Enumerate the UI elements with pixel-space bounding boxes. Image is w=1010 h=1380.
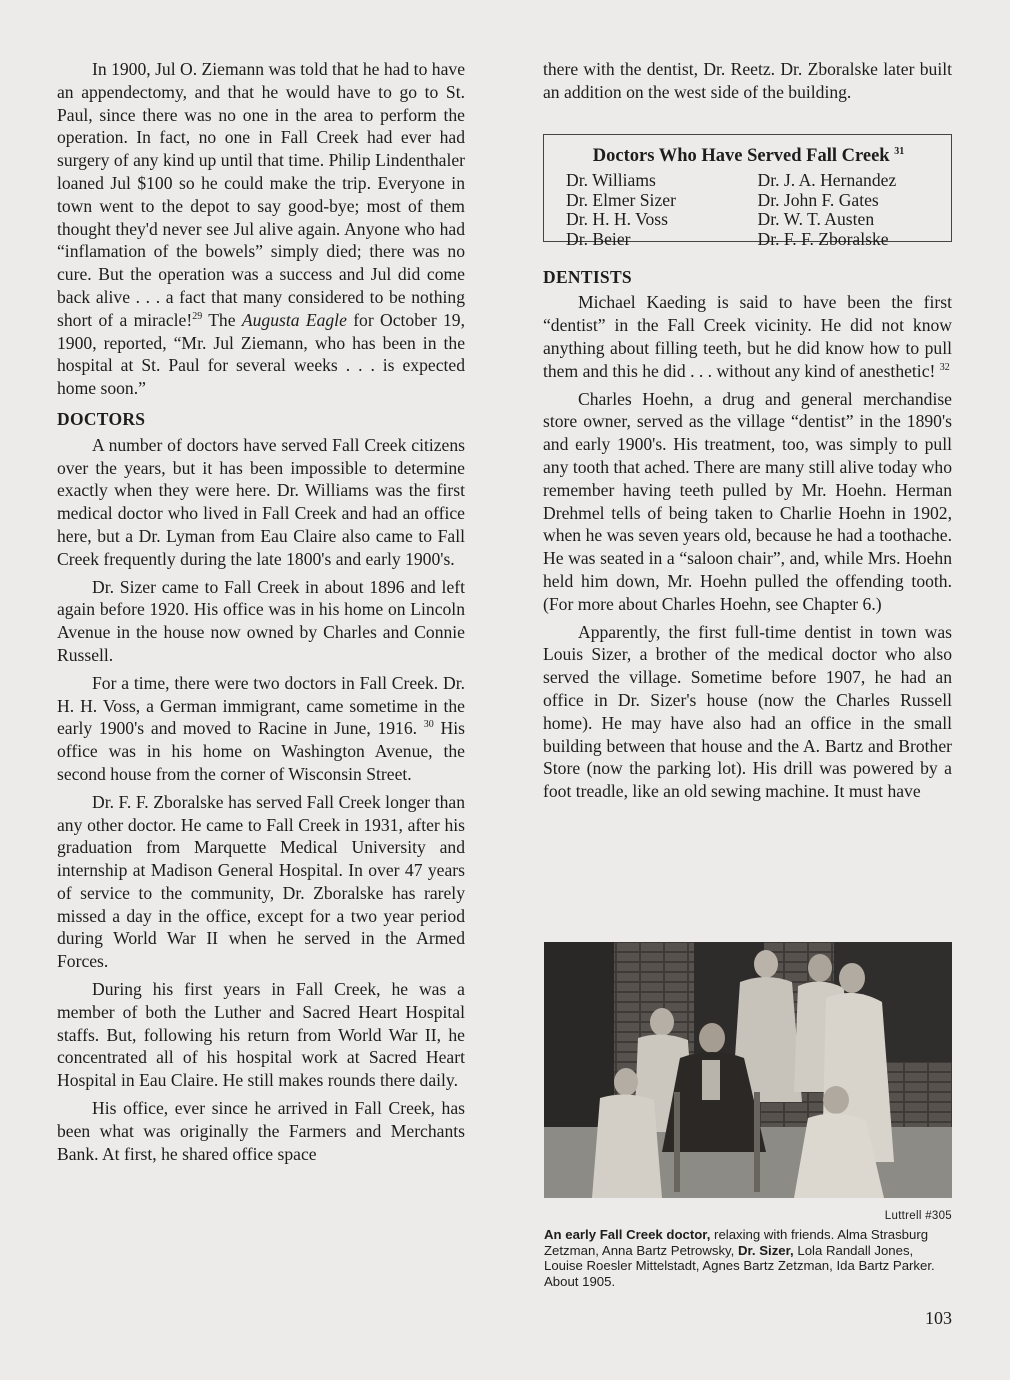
doctor-name: Dr. John F. Gates [757, 189, 879, 210]
page-number: 103 [925, 1308, 952, 1328]
doctors-list-box [543, 134, 952, 249]
footnote-ref: 29 [192, 310, 203, 322]
doctor-name: Dr. H. H. Voss [566, 209, 669, 230]
paragraph: Charles Hoehn, a drug and general merchandise store owner, served as the village “dentist” in the 1890's and early 1900's. His treatment, too, was simply to pull any tooth that ached. There are many still alive today who remember having teeth pulled by Mr. Hoehn. Herman Drehmel tells of being taken to Charlie Hoehn in 1902, when he was seven years old, because he had a toothache. He was seated in a “saloon chair”, and, while Mrs. Hoehn held him down, Mr. Hoehn pulled the offending tooth. (For more about Charles Hoehn, see Chapter 6.) [543, 388, 952, 614]
paragraph: During his first years in Fall Creek, he was a member of both the Luther and Sacred Heart Hospital staffs. But, following his return from World War II, he concentrated all of his hospital work at Sacred Heart Hospital in Eau Claire. He still makes rounds there daily. [57, 979, 465, 1091]
doctor-name: Dr. Elmer Sizer [566, 189, 676, 210]
doctor-name: Dr. Williams [566, 170, 656, 191]
doctor-name: Dr. F. F. Zboralske [757, 228, 889, 249]
doctor-name: Dr. J. A. Hernandez [757, 170, 897, 191]
paragraph: A number of doctors have served Fall Creek citizens over the years, but it has been impossible to determine exactly when they were here. Dr. Williams was the first medical doctor who lived in Fall Creek and had an office here, but a Dr. Lyman from Eau Claire also came to Fall Creek frequently during the late 1800's and early 1900's. [57, 434, 465, 569]
left-column [57, 58, 465, 1170]
paragraph: For a time, there were two doctors in Fall Creek. Dr. H. H. Voss, a German immigrant, came sometime in the early 1900's and moved to Racine in June, 1916. $^{30}$ His office was in his home on Washington Avenue, the second house from the corner of Wisconsin Street. [57, 672, 465, 784]
paragraph: Michael Kaeding is said to have been the first “dentist” in the Fall Creek vicinity. He did not know anything about filling teeth, but he did know how to pull them and this he did . . . without any kind of anesthetic! $^{32}$ [543, 292, 952, 381]
paragraph: In 1900, Jul O. Ziemann was told that he had to have an appendectomy, and that he would have to go to St. Paul, since there was no one in the area to perform the operation. In fact, no one in Fall Creek had ever had surgery of any kind up until that time. Philip Lindenthaler loaned Jul $100 so he could make the trip. Everyone in town went to the depot to say good-bye; most of them thought they'd never see Jul alive again. Anyone who had “inflamation of the bowels” simply died; there was no cure. But the operation was a success and Jul did come back alive . . . a fact that many considered to be nothing short of a miracle!$^{29}$ The Augusta Eagle for October 19, 1900, reported, “Mr. Jul Ziemann, who has been in the hospital at St. Paul for several weeks . . . is expected home soon.” [57, 59, 465, 399]
footnote-ref: 31 [894, 145, 905, 157]
footnote-ref: 32 [939, 361, 950, 373]
doctor-name: Dr. W. T. Austen [757, 209, 875, 230]
photo-credit: Luttrell #305 [884, 1210, 952, 1222]
doctors-column-2 [740, 171, 932, 249]
section-heading-dentists: DENTISTS [543, 266, 632, 287]
section-heading-doctors: DOCTORS [57, 408, 146, 429]
right-column [543, 58, 952, 808]
paragraph: His office, ever since he arrived in Fall Creek, has been what was originally the Farmers and Merchants Bank. At first, he shared office space [57, 1098, 465, 1164]
box-title: Doctors Who Have Served Fall Creek $^{31}$ [592, 145, 905, 166]
photo-caption: An early Fall Creek doctor, relaxing with friends. Alma Strasburg Zetzman, Anna Bartz Petrowsky, Dr. Sizer, Lola Randall Jones, Louise Roesler Mittelstadt, Agnes Bartz Zetzman, Ida Bartz Parker. About 1905. [544, 1227, 935, 1289]
paragraph: Apparently, the first full-time dentist in town was Louis Sizer, a brother of the medical doctor who also served the village. Sometime before 1907, he had an office in Dr. Sizer's house (now the Charles Russell home). He may have also had an office in the small building between that house and the A. Bartz and Brother Store (now the parking lot). His drill was powered by a foot treadle, like an old sewing machine. It must have [543, 621, 952, 802]
doctors-column-1 [566, 171, 740, 249]
doctor-name: Dr. Beier [566, 228, 631, 249]
paragraph-continued: there with the dentist, Dr. Reetz. Dr. Zboralske later built an addition on the west side of the building. [543, 59, 952, 102]
footnote-ref: 30 [423, 719, 434, 731]
paragraph: Dr. F. F. Zboralske has served Fall Creek longer than any other doctor. He came to Fall Creek in 1931, after his graduation from Marquette Medical University and internship at Madison General Hospital. In over 47 years of service to the community, Dr. Zboralske has rarely missed a day in the office, except for a two year period during World War II when he served in the Armed Forces. [57, 791, 465, 972]
paragraph: Dr. Sizer came to Fall Creek in about 1896 and left again before 1920. His office was in his home on Lincoln Avenue in the house now owned by Charles and Connie Russell. [57, 576, 465, 665]
newspaper-title: Augusta Eagle [241, 309, 347, 330]
historical-photo [544, 942, 952, 1198]
